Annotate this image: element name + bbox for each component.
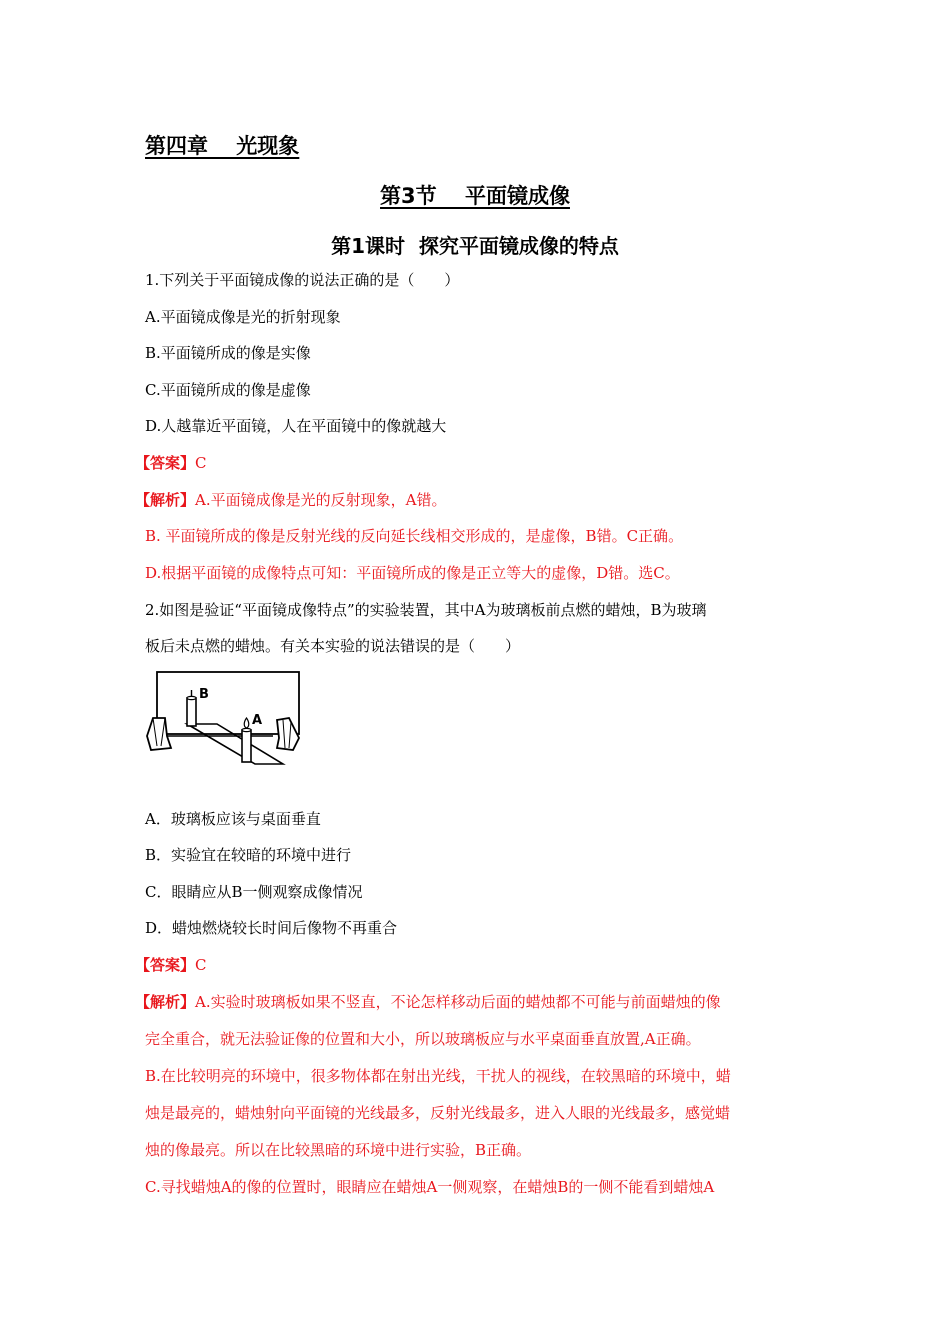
- q2-option-a: A．玻璃板应该与桌面垂直: [145, 810, 321, 828]
- lesson-title: 第1课时 探究平面镜成像的特点: [331, 234, 619, 258]
- q1-option-c: C.平面镜所成的像是虚像: [145, 381, 311, 399]
- candle-a-flame: [244, 718, 249, 728]
- q1-answer-tag: 【答案】: [135, 454, 196, 472]
- candle-b-top: [187, 696, 196, 699]
- q1-analysis-line-3: D.根据平面镜的成像特点可知：平面镜所成的像是正立等大的虚像，D错。选C。: [145, 564, 680, 582]
- q2-analysis-line-6: C.寻找蜡烛A的像的位置时，眼睛应在蜡烛A一侧观察，在蜡烛B的一侧不能看到蜡烛A: [145, 1178, 715, 1196]
- q2-analysis-line-4: 烛是最亮的，蜡烛射向平面镜的光线最多，反射光线最多，进入人眼的光线最多，感觉蜡: [145, 1104, 731, 1122]
- q1-option-b: B.平面镜所成的像是实像: [145, 344, 311, 362]
- q1-stem: 1.下列关于平面镜成像的说法正确的是（ ）: [145, 271, 460, 289]
- q2-option-d: D．蜡烛燃烧较长时间后像物不再重合: [145, 919, 398, 937]
- q2-option-c: C．眼睛应从B一侧观察成像情况: [145, 883, 363, 901]
- q2-answer: [135, 955, 207, 975]
- q2-stem-line-2: 板后未点燃的蜡烛。有关本实验的说法错误的是（ ）: [145, 637, 521, 655]
- candle-a: [242, 730, 251, 762]
- q1-analysis-tag: 【解析】: [135, 491, 196, 509]
- right-stand: [277, 718, 299, 750]
- label-b: B: [199, 687, 209, 702]
- section-title: 第3节 平面镜成像: [380, 184, 570, 208]
- q2-answer-tag: 【答案】: [135, 956, 196, 974]
- q2-answer-value: C: [195, 956, 207, 974]
- q1-analysis-text-1: A.平面镜成像是光的反射现象，A错。: [195, 491, 447, 509]
- q1-answer-value: C: [195, 454, 207, 472]
- candle-a-top: [242, 728, 251, 731]
- q2-option-b: B．实验宜在较暗的环境中进行: [145, 846, 352, 864]
- left-stand: [147, 718, 171, 750]
- q2-analysis-line-2: 完全重合，就无法验证像的位置和大小，所以玻璃板应与水平桌面垂直放置,A正确。: [145, 1030, 701, 1048]
- chapter-title: 第四章 光现象: [145, 134, 300, 158]
- label-a: A: [252, 713, 263, 728]
- measuring-strip: [187, 724, 283, 764]
- q1-answer: [135, 453, 207, 473]
- q2-analysis-line-5: 烛的像最亮。所以在比较黑暗的环境中进行实验，B正确。: [145, 1141, 532, 1159]
- q1-option-d: D.人越靠近平面镜，人在平面镜中的像就越大: [145, 417, 447, 435]
- q2-analysis-text-1: A.实验时玻璃板如果不竖直，不论怎样移动后面的蜡烛都不可能与前面蜡烛的像: [195, 993, 721, 1011]
- q1-analysis-line-1: [135, 490, 446, 510]
- experiment-figure: [143, 668, 303, 780]
- q2-analysis-line-1: [135, 992, 721, 1012]
- q2-analysis-line-3: B.在比较明亮的环境中，很多物体都在射出光线，干扰人的视线，在较黑暗的环境中，蜡: [145, 1067, 731, 1085]
- q1-analysis-line-2: B. 平面镜所成的像是反射光线的反向延长线相交形成的，是虚像，B错。C正确。: [145, 527, 684, 545]
- q1-option-a: A.平面镜成像是光的折射现象: [145, 308, 341, 326]
- q2-stem-line-1: 2.如图是验证“平面镜成像特点”的实验装置，其中A为玻璃板前点燃的蜡烛，B为玻璃: [145, 601, 707, 619]
- candle-b: [187, 698, 196, 726]
- q2-analysis-tag: 【解析】: [135, 993, 196, 1011]
